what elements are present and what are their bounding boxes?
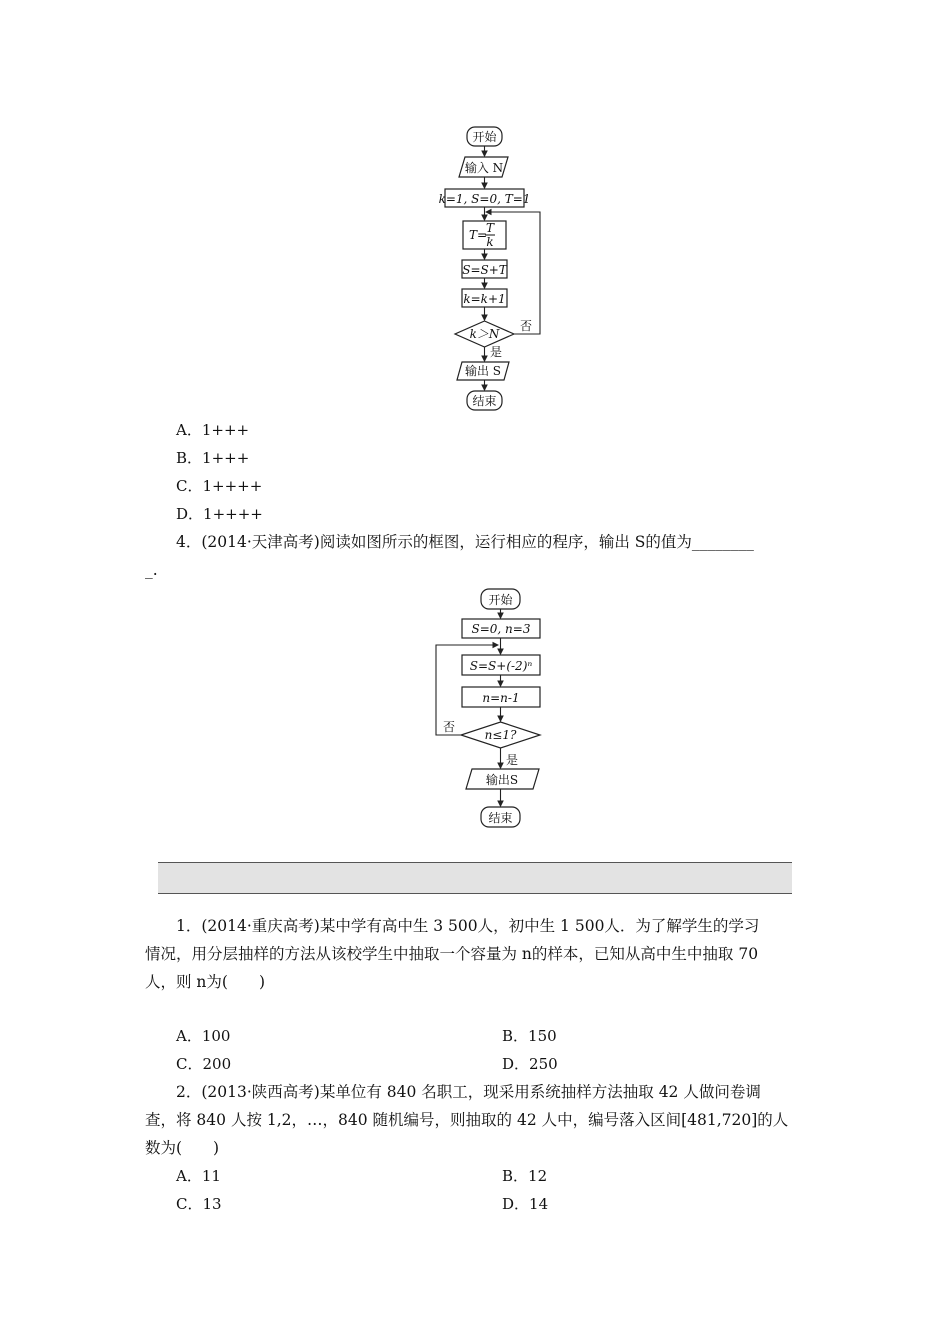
fc1-t-num: T <box>485 221 495 235</box>
fc1-k-label: k=k+1 <box>463 292 506 306</box>
p2-option-b <box>502 1166 547 1186</box>
q3-option-c-letter: C． <box>176 477 203 495</box>
fc2-no-label: 否 <box>443 720 456 734</box>
p1-option-d <box>502 1054 558 1074</box>
fc1-start-label: 开始 <box>472 130 497 144</box>
q4-stem-tail: _. <box>145 561 158 579</box>
q4-stem: 4．(2014·天津高考)阅读如图所示的框图，运行相应的程序，输出 S的值为________ <box>176 533 754 551</box>
fc2-yes-label: 是 <box>506 753 519 767</box>
p2-option-c <box>176 1194 222 1214</box>
p2-option-d-text: 14 <box>529 1195 549 1213</box>
p2-option-c-letter: C． <box>176 1195 203 1213</box>
p2-option-b-text: 12 <box>528 1167 548 1185</box>
p1-option-c <box>176 1054 231 1074</box>
fc1-yes-label: 是 <box>490 345 503 359</box>
p2-line-1: 2．(2013·陕西高考)某单位有 840 名职工，现采用系统抽样方法抽取 42 人做问卷调 <box>176 1083 761 1101</box>
fc2-n-label: n=n-1 <box>482 691 520 705</box>
fc2-start-label: 开始 <box>488 593 513 607</box>
q3-option-b-letter: B． <box>176 449 203 467</box>
q3-option-d-letter: D． <box>176 505 204 523</box>
p1-option-d-text: 250 <box>529 1055 558 1073</box>
fc1-t-den: k <box>486 235 494 249</box>
p2-option-d <box>502 1194 548 1214</box>
section-divider-band <box>158 862 792 894</box>
p1-option-a-letter: A． <box>176 1027 202 1045</box>
p2-option-b-letter: B． <box>502 1167 529 1185</box>
q3-option-d-text: 1++++ <box>203 505 263 523</box>
fc1-input-label: 输入 N <box>464 161 504 175</box>
fc2-output-label: 输出S <box>485 773 519 787</box>
p1-option-b <box>502 1026 557 1046</box>
p1-line-2: 情况，用分层抽样的方法从该校学生中抽取一个容量为 n的样本，已知从高中生中抽取 70 <box>145 945 759 963</box>
p1-option-a-text: 100 <box>201 1027 231 1045</box>
p1-line-1: 1．(2014·重庆高考)某中学有高中生 3 500人，初中生 1 500人．为了解学生的学习 <box>176 917 760 935</box>
fc2-condition-label: n≤1? <box>484 728 517 742</box>
p2-option-a-text: 11 <box>201 1167 221 1185</box>
fc1-condition-label: k＞N <box>469 327 500 341</box>
q3-option-a-text: 1+++ <box>201 421 250 439</box>
p1-option-b-text: 150 <box>528 1027 557 1045</box>
p1-line-3: 人，则 n为( ) <box>145 973 266 991</box>
fc1-end-label: 结束 <box>472 394 497 408</box>
p1-option-a <box>176 1026 230 1046</box>
p1-option-c-text: 200 <box>202 1055 232 1073</box>
q3-option-a-letter: A． <box>176 421 202 439</box>
fc1-t-left: T= <box>468 228 488 242</box>
q3-option-c-text: 1++++ <box>202 477 263 495</box>
p2-option-a-letter: A． <box>176 1167 202 1185</box>
p2-line-3: 数为( ) <box>145 1139 220 1157</box>
p1-option-c-letter: C． <box>176 1055 203 1073</box>
p2-line-2: 查，将 840 人按 1,2，…，840 随机编号，则抽取的 42 人中，编号落入区间[481,720]的人 <box>145 1111 789 1129</box>
fc1-no-label: 否 <box>520 319 533 333</box>
fc2-s-label: S=S+(-2)ⁿ <box>469 659 533 673</box>
fc2-init-label: S=0, n=3 <box>471 622 531 636</box>
fc1-s-label: S=S+T <box>462 263 507 277</box>
q3-option-b-text: 1+++ <box>202 449 250 467</box>
p1-option-b-letter: B． <box>502 1027 529 1045</box>
p1-option-d-letter: D． <box>502 1055 530 1073</box>
fc2-end-label: 结束 <box>488 811 513 825</box>
p2-option-c-text: 13 <box>202 1195 222 1213</box>
p2-option-a <box>176 1166 221 1186</box>
fc1-init-label: k=1, S=0, T=1 <box>438 192 531 206</box>
p2-option-d-letter: D． <box>502 1195 530 1213</box>
fc1-output-label: 输出 S <box>464 364 502 378</box>
